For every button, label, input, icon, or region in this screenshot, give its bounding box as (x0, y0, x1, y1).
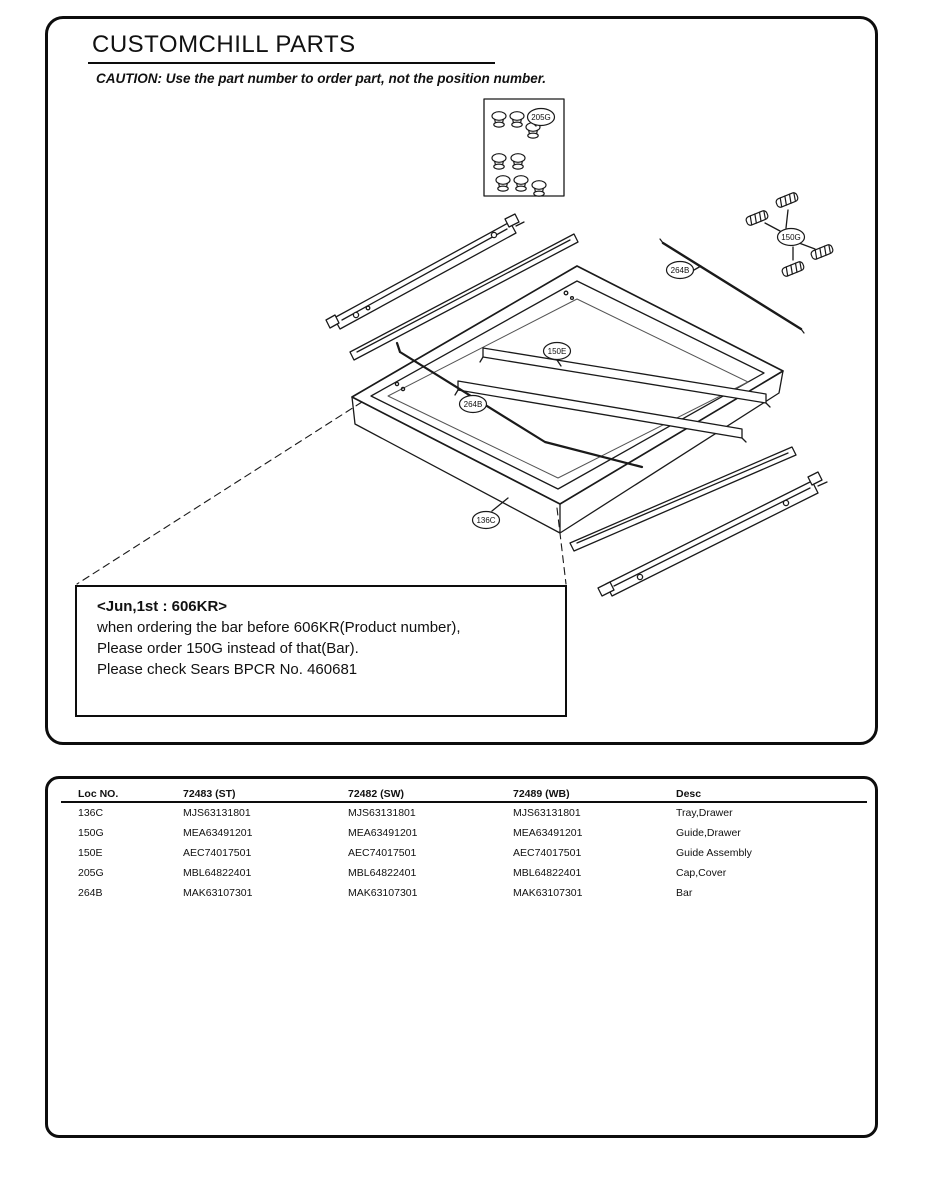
table-row (61, 863, 867, 883)
table-cell: MAK63107301 (513, 887, 583, 899)
table-cell: MJS63131801 (513, 807, 581, 819)
table-cell: MJS63131801 (183, 807, 251, 819)
note-line-4: Please check Sears BPCR No. 460681 (97, 661, 358, 678)
parts-table-panel (45, 776, 878, 1138)
parts-table (61, 786, 867, 903)
table-row (61, 823, 867, 843)
table-cell: MEA63491201 (348, 827, 418, 839)
note-box (75, 585, 567, 717)
table-cell: Tray,Drawer (676, 807, 733, 819)
svg-text:264B: 264B (463, 400, 483, 409)
table-cell: AEC74017501 (183, 847, 252, 859)
page-title: CUSTOMCHILL PARTS (92, 31, 356, 58)
callout-264b-top (667, 262, 694, 279)
table-cell: Guide Assembly (676, 847, 752, 859)
svg-text:150E: 150E (547, 347, 567, 356)
table-cell: MAK63107301 (348, 887, 418, 899)
table-cell: 150E (78, 847, 103, 859)
table-cell: MEA63491201 (183, 827, 253, 839)
table-cell: AEC74017501 (348, 847, 417, 859)
table-cell: Guide,Drawer (676, 827, 741, 839)
table-cell: 136C (78, 807, 104, 819)
svg-text:150G: 150G (781, 233, 801, 242)
table-header-row (61, 786, 867, 802)
callout-205g (528, 109, 555, 126)
table-cell: 150G (78, 827, 104, 839)
table-cell: 264B (78, 887, 103, 899)
table-header-cell: Desc (676, 786, 867, 802)
note-line-3: Please order 150G instead of that(Bar). (97, 640, 359, 657)
svg-text:264B: 264B (670, 266, 690, 275)
callout-150g (778, 229, 805, 246)
table-cell: MAK63107301 (183, 887, 253, 899)
table-body (61, 802, 867, 903)
table-cell: Cap,Cover (676, 867, 727, 879)
table-cell: MBL64822401 (348, 867, 417, 879)
table-cell: AEC74017501 (513, 847, 582, 859)
table-row (61, 802, 867, 823)
table-cell: MBL64822401 (513, 867, 582, 879)
table-header-cell: 72482 (SW) (348, 786, 513, 802)
table-header-cell: 72483 (ST) (183, 786, 348, 802)
svg-text:205G: 205G (531, 113, 551, 122)
table-row (61, 883, 867, 903)
table-header-cell: Loc NO. (61, 786, 183, 802)
table-cell: 205G (78, 867, 104, 879)
table-cell: MJS63131801 (348, 807, 416, 819)
upper-drawer-guide (326, 214, 524, 329)
table-header-cell: 72489 (WB) (513, 786, 676, 802)
callout-136c (473, 512, 500, 529)
table-row (61, 843, 867, 863)
table-cell: MEA63491201 (513, 827, 583, 839)
callout-264b-mid (460, 396, 487, 413)
svg-text:136C: 136C (476, 516, 496, 525)
table-cell: Bar (676, 887, 693, 899)
caution-text: CAUTION: Use the part number to order part, not the position number. (96, 71, 547, 86)
note-line-1: <Jun,1st : 606KR> (97, 598, 228, 615)
callout-150e (544, 343, 571, 360)
note-line-2: when ordering the bar before 606KR(Product number), (97, 619, 461, 636)
table-cell: MBL64822401 (183, 867, 252, 879)
